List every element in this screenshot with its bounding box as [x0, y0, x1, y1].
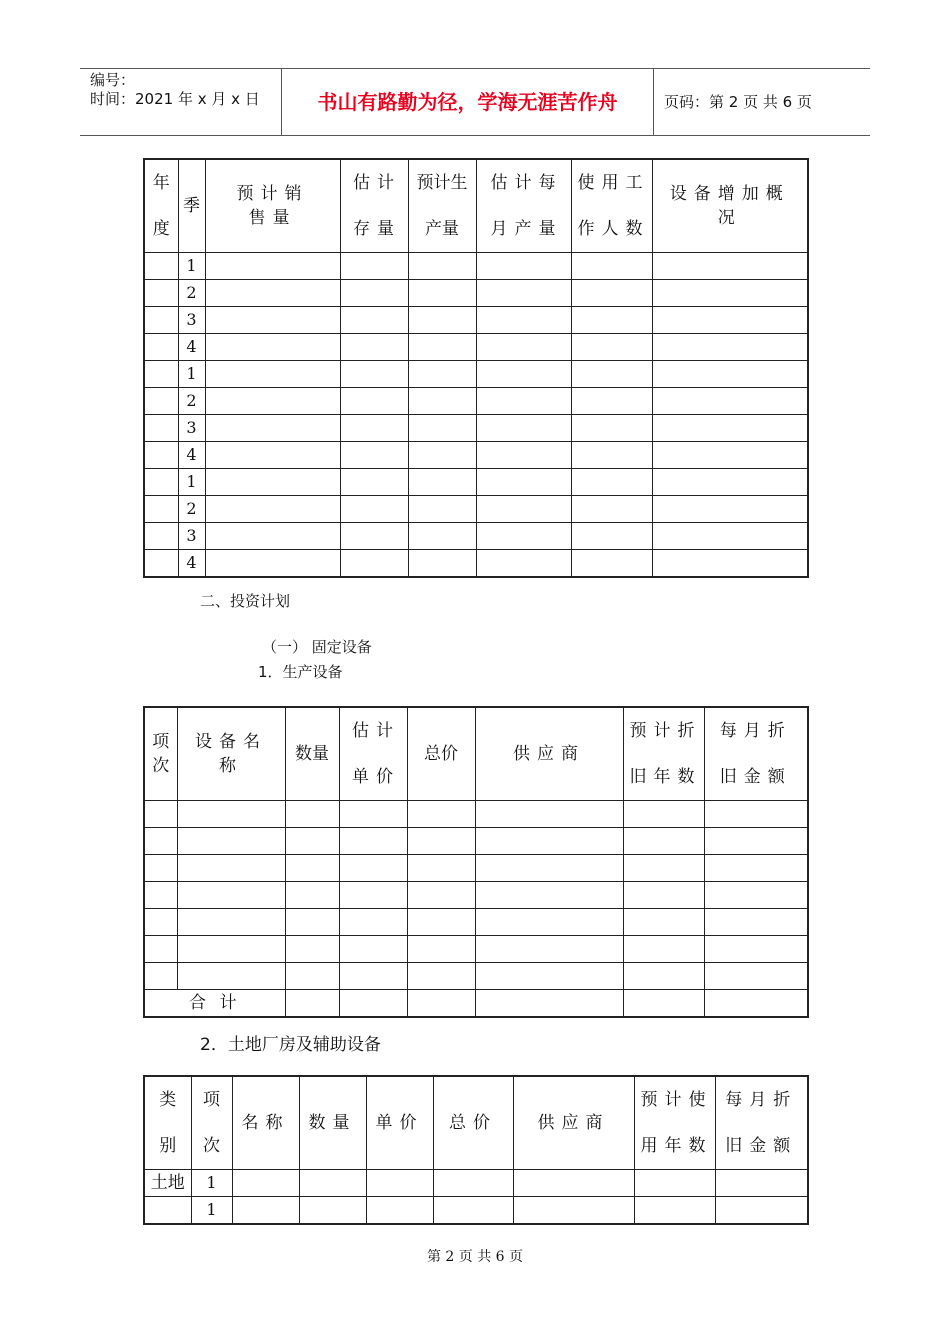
page-footer: 第 2 页 共 6 页: [426, 1249, 524, 1265]
table-row: [144, 253, 808, 280]
col-years: 预计使用年数: [634, 1076, 715, 1170]
section-production-equipment: 1．生产设备: [258, 663, 343, 681]
quarter-cell: 3: [178, 307, 205, 334]
col-total: 总价: [433, 1076, 513, 1170]
table-row: [144, 496, 808, 523]
col-name: 名称: [232, 1076, 299, 1170]
col-unit-price: 单价: [366, 1076, 433, 1170]
quarter-cell: 2: [178, 388, 205, 415]
col-total: 总价: [407, 707, 475, 801]
quarter-cell: 4: [178, 442, 205, 469]
item-cell: 1: [191, 1170, 232, 1197]
table-row: [144, 415, 808, 442]
header-meta: [80, 69, 282, 135]
sales-production-table: [143, 158, 809, 578]
table-row: [144, 909, 808, 936]
col-name: 设备名称: [177, 707, 285, 801]
col-supplier: 供应商: [475, 707, 623, 801]
total-row: [144, 990, 808, 1017]
quarter-cell: 3: [178, 415, 205, 442]
table-row: [144, 936, 808, 963]
col-quarter: 季: [178, 159, 205, 253]
col-qty: 数量: [285, 707, 339, 801]
table-row: [144, 469, 808, 496]
category-cell: 土地: [144, 1170, 191, 1197]
table-row: [144, 334, 808, 361]
col-sales: 预计销售量: [205, 159, 340, 253]
table-row: [144, 550, 808, 577]
col-unit-price: 估计单价: [339, 707, 407, 801]
table-row: [144, 442, 808, 469]
col-production: 预计生产量: [408, 159, 476, 253]
table-row: [144, 388, 808, 415]
table-row: [144, 882, 808, 909]
col-stock: 估计存量: [340, 159, 408, 253]
quarter-cell: 1: [178, 469, 205, 496]
quarter-cell: 2: [178, 280, 205, 307]
table-row: [144, 828, 808, 855]
document-date: 时间：2021 年 x 月 x 日: [90, 90, 260, 108]
header-motto: 书山有路勤为径，学海无涯苦作舟: [282, 69, 654, 135]
page-header: [80, 68, 870, 136]
col-years: 预计折旧年数: [623, 707, 704, 801]
quarter-cell: 4: [178, 334, 205, 361]
col-item: 项次: [191, 1076, 232, 1170]
document-number-label: 编号：: [90, 71, 136, 89]
category-cell: [144, 1197, 191, 1224]
quarter-cell: 1: [178, 253, 205, 280]
section-fixed-equipment: （一） 固定设备: [262, 638, 372, 656]
table-row: [144, 1197, 808, 1224]
col-qty: 数量: [299, 1076, 366, 1170]
table-header-row: [144, 707, 808, 801]
col-monthly: 估计每月产量: [476, 159, 571, 253]
col-category: 类别: [144, 1076, 191, 1170]
col-workers: 使用工作人数: [571, 159, 652, 253]
quarter-cell: 4: [178, 550, 205, 577]
production-equipment-table: [143, 706, 809, 1018]
col-supplier: 供应商: [513, 1076, 634, 1170]
table-row: [144, 801, 808, 828]
table-row: [144, 855, 808, 882]
item-cell: 1: [191, 1197, 232, 1224]
table-header-row: [144, 1076, 808, 1170]
total-label: 合 计: [144, 990, 285, 1017]
table-row: [144, 523, 808, 550]
quarter-cell: 1: [178, 361, 205, 388]
col-monthly-dep: 每月折旧金额: [715, 1076, 808, 1170]
header-page-info: 页码：第 2 页 共 6 页: [664, 93, 812, 111]
section-land-buildings: 2．土地厂房及辅助设备: [200, 1035, 381, 1055]
quarter-cell: 2: [178, 496, 205, 523]
col-equipment: 设备增加概况: [652, 159, 808, 253]
table-row: [144, 1170, 808, 1197]
table-row: [144, 280, 808, 307]
section-investment-plan: 二、投资计划: [200, 592, 291, 610]
quarter-cell: 3: [178, 523, 205, 550]
table-header-row: [144, 159, 808, 253]
col-item: 项次: [144, 707, 177, 801]
table-row: [144, 361, 808, 388]
col-monthly-dep: 每月折旧金额: [704, 707, 808, 801]
table-row: [144, 307, 808, 334]
land-buildings-table: [143, 1075, 809, 1225]
col-year: 年度: [144, 159, 178, 253]
table-row: [144, 963, 808, 990]
